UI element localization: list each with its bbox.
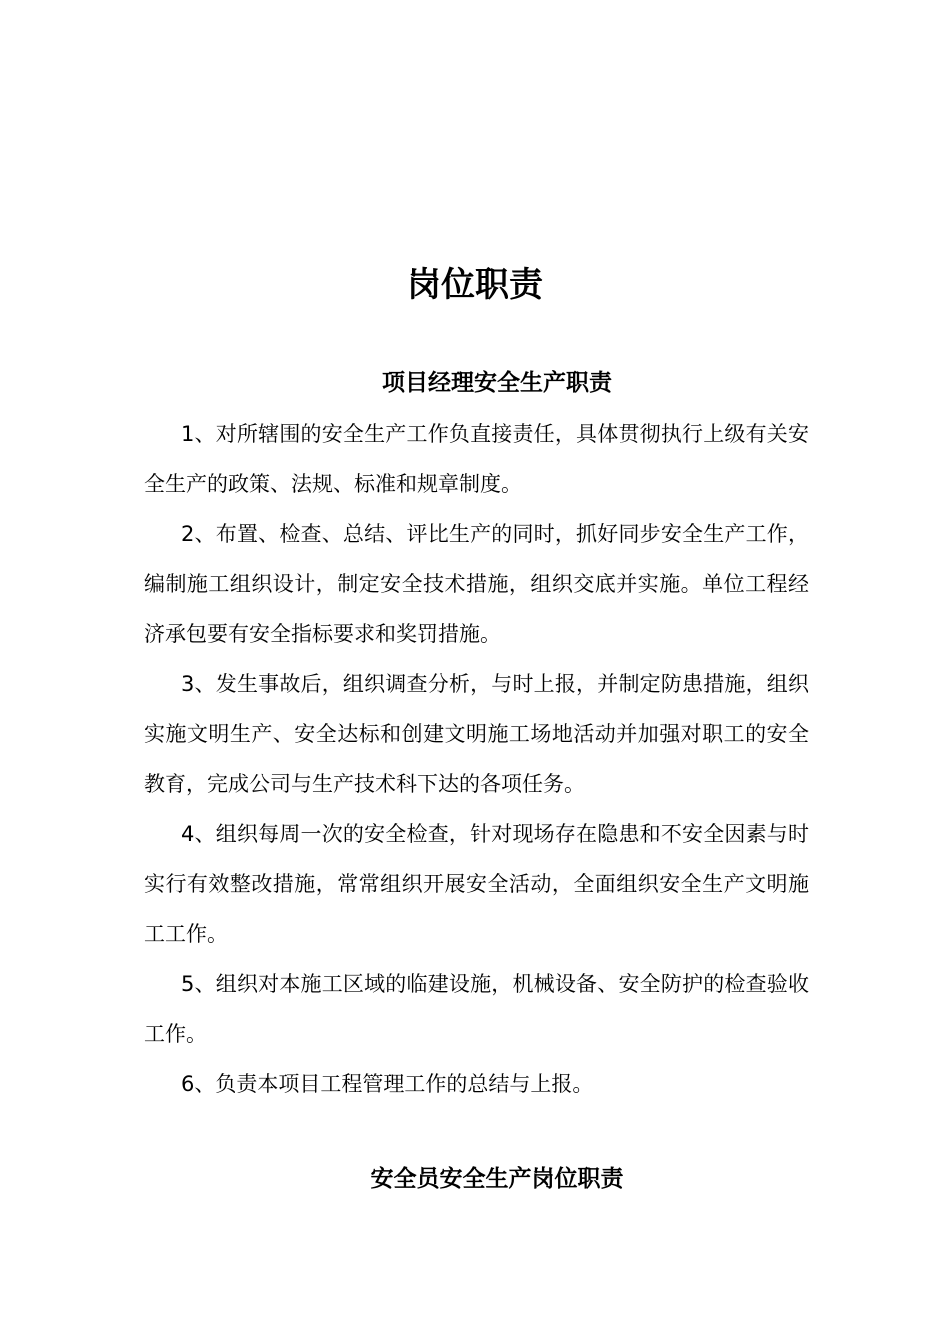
section-heading-project-manager: 项目经理安全生产职责 xyxy=(382,370,612,396)
document-title: 岗位职责 xyxy=(407,265,543,305)
paragraph-4: 4、组织每周一次的安全检查，针对现场存在隐患和不安全因素与时实行有效整改措施，常常组织开展安全活动，全面组织安全生产文明施工工作。 xyxy=(144,822,809,946)
paragraph-5: 5、组织对本施工区域的临建设施，机械设备、安全防护的检查验收工作。 xyxy=(144,972,809,1046)
paragraph-2: 2、布置、检查、总结、评比生产的同时，抓好同步安全生产工作，编制施工组织设计，制定安全技术措施，组织交底并实施。单位工程经济承包要有安全指标要求和奖罚措施。 xyxy=(144,522,809,646)
paragraph-6: 6、负责本项目工程管理工作的总结与上报。 xyxy=(181,1072,594,1096)
section-heading-safety-officer: 安全员安全生产岗位职责 xyxy=(370,1166,624,1192)
paragraph-1: 1、对所辖围的安全生产工作负直接责任，具体贯彻执行上级有关安全生产的政策、法规、标准和规章制度。 xyxy=(144,422,809,496)
paragraph-3: 3、发生事故后，组织调查分析，与时上报，并制定防患措施，组织实施文明生产、安全达标和创建文明施工场地活动并加强对职工的安全教育，完成公司与生产技术科下达的各项任务。 xyxy=(144,672,809,796)
section-body-project-manager xyxy=(144,409,809,1109)
